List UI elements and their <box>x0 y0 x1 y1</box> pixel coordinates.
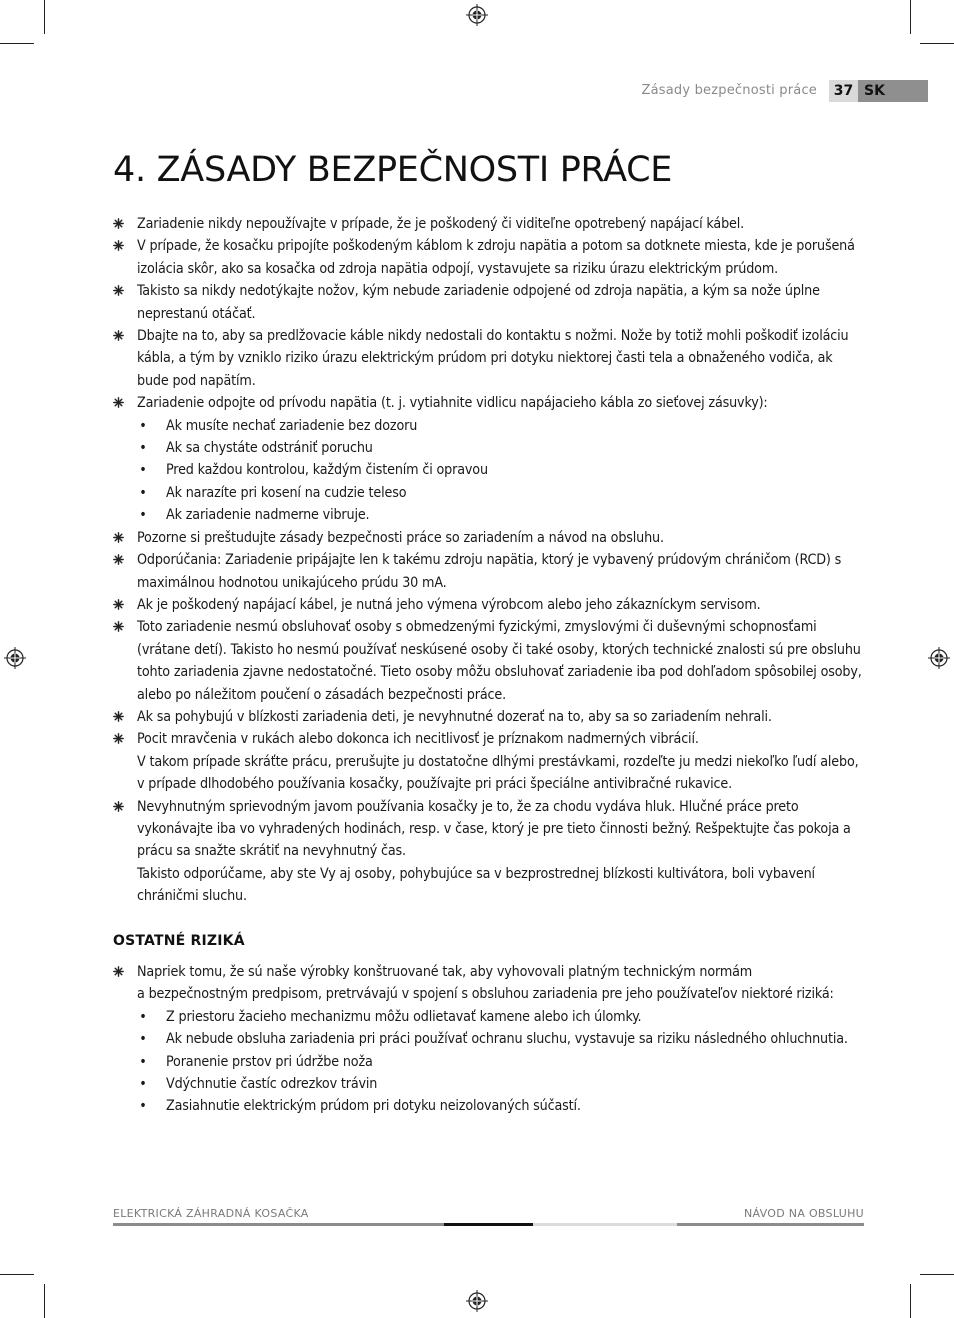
bullet-dot-icon: • <box>139 1008 147 1025</box>
crop-mark <box>920 43 954 44</box>
item-text: Ak je poškodený napájací kábel, je nutná jeho výmena výrobcom alebo jeho zákazníckym servisom. <box>137 596 761 613</box>
sub-list-item <box>113 1028 865 1050</box>
bullet-dot-icon: • <box>139 462 147 479</box>
item-text: Zariadenie nikdy nepoužívajte v prípade, že je poškodený či viditeľne opotrebený napájací kábel. <box>137 216 745 232</box>
registration-mark-icon <box>928 647 950 669</box>
item-text: Napriek tomu, že sú naše výrobky konštruované tak, aby vyhovovali platným technickým normám <box>137 964 753 980</box>
bullet-icon <box>113 218 124 229</box>
crop-mark <box>44 1284 45 1318</box>
sub-list-item <box>113 1006 865 1028</box>
sub-list-item <box>113 415 865 437</box>
list-item <box>113 392 865 414</box>
bullet-icon <box>113 599 124 610</box>
sub-item-text: Ak zariadenie nadmerne vibruje. <box>166 507 370 524</box>
footer-rule <box>113 1223 444 1226</box>
crop-mark <box>910 0 911 34</box>
item-text: Odporúčania: Zariadenie pripájajte len k takému zdroju napätia, ktorý je vybavený prúdovým chráničom (RCD) s maximálnou hodnotou unikajúceho prúdu 30 mA. <box>137 552 842 591</box>
item-text: Zariadenie odpojte od prívodu napätia (t. j. vytiahnite vidlicu napájacieho kábla zo sieťovej zásuvky): <box>137 395 768 412</box>
item-text: Pocit mravčenia v rukách alebo dokonca ich necitlivosť je príznakom nadmerných vibrácií. <box>137 731 699 748</box>
chapter-title: 4. ZÁSADY BEZPEČNOSTI PRÁCE <box>113 150 673 190</box>
item-text: Toto zariadenie nesmú obsluhovať osoby s obmedzenými fyzickými, zmyslovými či duševnými schopnosťami (vrátane detí). Takisto ho nesmú používať neskúsené osoby či také osoby, ktorých technické znalosti sú pre obsluhu tohto zariadenia zjavne nedostatočné. Tieto osoby môžu obsluhovať zariadenie iba pod dohľadom spôsobilej osoby, alebo po náležitom poučení o zásadách bezpečnosti práce. <box>137 619 862 703</box>
registration-mark-icon <box>466 1290 488 1312</box>
sub-item-text: Ak narazíte pri kosení na cudzie teleso <box>166 484 407 501</box>
footer-rule <box>677 1223 864 1226</box>
list-item <box>113 796 865 908</box>
list-item <box>113 594 865 616</box>
item-text: Takisto odporúčame, aby ste Vy aj osoby, pohybujúce sa v bezprostrednej blízkosti kultivátora, boli vybavení chráničmi sluchu. <box>137 865 815 905</box>
section-heading: OSTATNÉ RIZIKÁ <box>113 932 245 949</box>
disconnect-sublist <box>113 415 865 527</box>
bullet-icon <box>113 397 124 408</box>
sub-list-item <box>113 437 865 459</box>
list-item <box>113 961 865 1006</box>
sub-item-text: Zasiahnutie elektrickým prúdom pri dotyku neizolovaných súčastí. <box>166 1098 581 1115</box>
list-item <box>113 213 865 235</box>
bullet-dot-icon: • <box>139 484 147 501</box>
bullet-icon <box>113 711 124 722</box>
bullet-icon <box>113 621 124 632</box>
item-text: Dbajte na to, aby sa predlžovacie káble nikdy nedostali do kontaktu s nožmi. Nože by totiž mohli poškodiť izoláciu kábla, a tým by vzniklo riziko úrazu elektrickým prúdom pri dotyku niektorej časti tela a obnaženého vodiča, ak bude pod napätím. <box>137 328 849 389</box>
bullet-icon <box>113 285 124 296</box>
running-head-title: Zásady bezpečnosti práce <box>641 83 817 98</box>
bullet-icon <box>113 240 124 251</box>
list-item <box>113 616 865 706</box>
language-code: SK <box>858 80 928 102</box>
crop-mark <box>910 1284 911 1318</box>
sub-item-text: Ak sa chystáte odstrániť poruchu <box>166 440 373 457</box>
footer-left: ELEKTRICKÁ ZÁHRADNÁ KOSAČKA <box>113 1207 309 1220</box>
list-item <box>113 325 865 392</box>
list-item <box>113 280 865 325</box>
list-item <box>113 549 865 594</box>
crop-mark <box>44 0 45 34</box>
bullet-dot-icon: • <box>139 1076 147 1093</box>
sub-list-item <box>113 1095 865 1117</box>
sub-item-text: Z priestoru žacieho mechanizmu môžu odlietavať kamene alebo ich úlomky. <box>166 1008 642 1025</box>
crop-mark <box>920 1274 954 1275</box>
footer-rule <box>444 1223 533 1226</box>
item-text: Ak sa pohybujú v blízkosti zariadenia deti, je nevyhnutné dozerať na to, aby sa so zariadením nehrali. <box>137 708 772 725</box>
sub-list-item <box>113 459 865 481</box>
bullet-icon <box>113 733 124 744</box>
page-number: 37 <box>829 80 858 102</box>
footer-rule <box>533 1223 677 1226</box>
safety-list <box>113 213 865 415</box>
bullet-dot-icon: • <box>139 1098 147 1115</box>
item-text: Pozorne si preštudujte zásady bezpečnosti práce so zariadením a návod na obsluhu. <box>137 529 664 546</box>
item-text: V takom prípade skráťte prácu, prerušujte ju dostatočne dlhými prestávkami, rozdeľte ju medzi niekoľko ľudí alebo, v prípade dlhodobého používania kosačky, používajte pri práci špeciálne antivibračné rukavice. <box>137 753 859 793</box>
sub-item-text: Ak nebude obsluha zariadenia pri práci používať ochranu sluchu, vystavuje sa riziku následného ohluchnutia. <box>166 1031 848 1048</box>
crop-mark <box>0 1274 34 1275</box>
bullet-dot-icon: • <box>139 507 147 524</box>
item-text: Nevyhnutným sprievodným javom používania kosačky je to, že za chodu vydáva hluk. Hlučné práce preto vykonávajte iba vo vyhradených hodinách, resp. v čase, ktorý je pre tieto činnosti bežný. Rešpektujte čas pokoja a prácu sa snažte skrátiť na nevyhnutný čas. <box>137 798 851 860</box>
bullet-dot-icon: • <box>139 417 147 434</box>
bullet-icon <box>113 554 124 565</box>
bullet-icon <box>113 801 124 812</box>
bullet-dot-icon: • <box>139 440 147 457</box>
bullet-dot-icon: • <box>139 1053 147 1070</box>
sub-list-item <box>113 504 865 526</box>
bullet-icon <box>113 532 124 543</box>
item-text: a bezpečnostným predpisom, pretrvávajú v spojení s obsluhou zariadenia pre jeho používateľov niektoré riziká: <box>137 986 834 1003</box>
footer-right: NÁVOD NA OBSLUHU <box>743 1207 864 1220</box>
sub-item-text: Pred každou kontrolou, každým čistením či opravou <box>166 462 488 479</box>
list-item <box>113 706 865 728</box>
registration-mark-icon <box>466 4 488 26</box>
sub-list-item <box>113 1073 865 1095</box>
risks-sublist <box>113 1006 865 1118</box>
safety-list-continued <box>113 527 865 729</box>
sub-item-text: Poranenie prstov pri údržbe noža <box>166 1053 373 1070</box>
list-item <box>113 235 865 280</box>
bullet-dot-icon: • <box>139 1031 147 1048</box>
bullet-icon <box>113 330 124 341</box>
sub-list-item <box>113 1051 865 1073</box>
registration-mark-icon <box>4 647 26 669</box>
sub-item-text: Ak musíte nechať zariadenie bez dozoru <box>166 417 418 434</box>
sub-list-item <box>113 482 865 504</box>
bullet-icon <box>113 966 124 977</box>
item-text: Takisto sa nikdy nedotýkajte nožov, kým nebude zariadenie odpojené od zdroja napätia, a kým sa nože úplne neprestanú otáčať. <box>137 283 820 322</box>
crop-mark <box>0 43 34 44</box>
list-item <box>113 527 865 549</box>
list-item <box>113 728 865 795</box>
main-content <box>113 213 865 1118</box>
item-text: V prípade, že kosačku pripojíte poškodeným káblom k zdroju napätia a potom sa dotknete miesta, kde je porušená izolácia skôr, ako sa kosačka od zdroja napätia odpojí, vystavujete sa riziku úrazu elektrickým prúdom. <box>137 238 855 277</box>
running-head <box>0 80 954 102</box>
sub-item-text: Vdýchnutie častíc odrezkov trávin <box>166 1076 378 1093</box>
